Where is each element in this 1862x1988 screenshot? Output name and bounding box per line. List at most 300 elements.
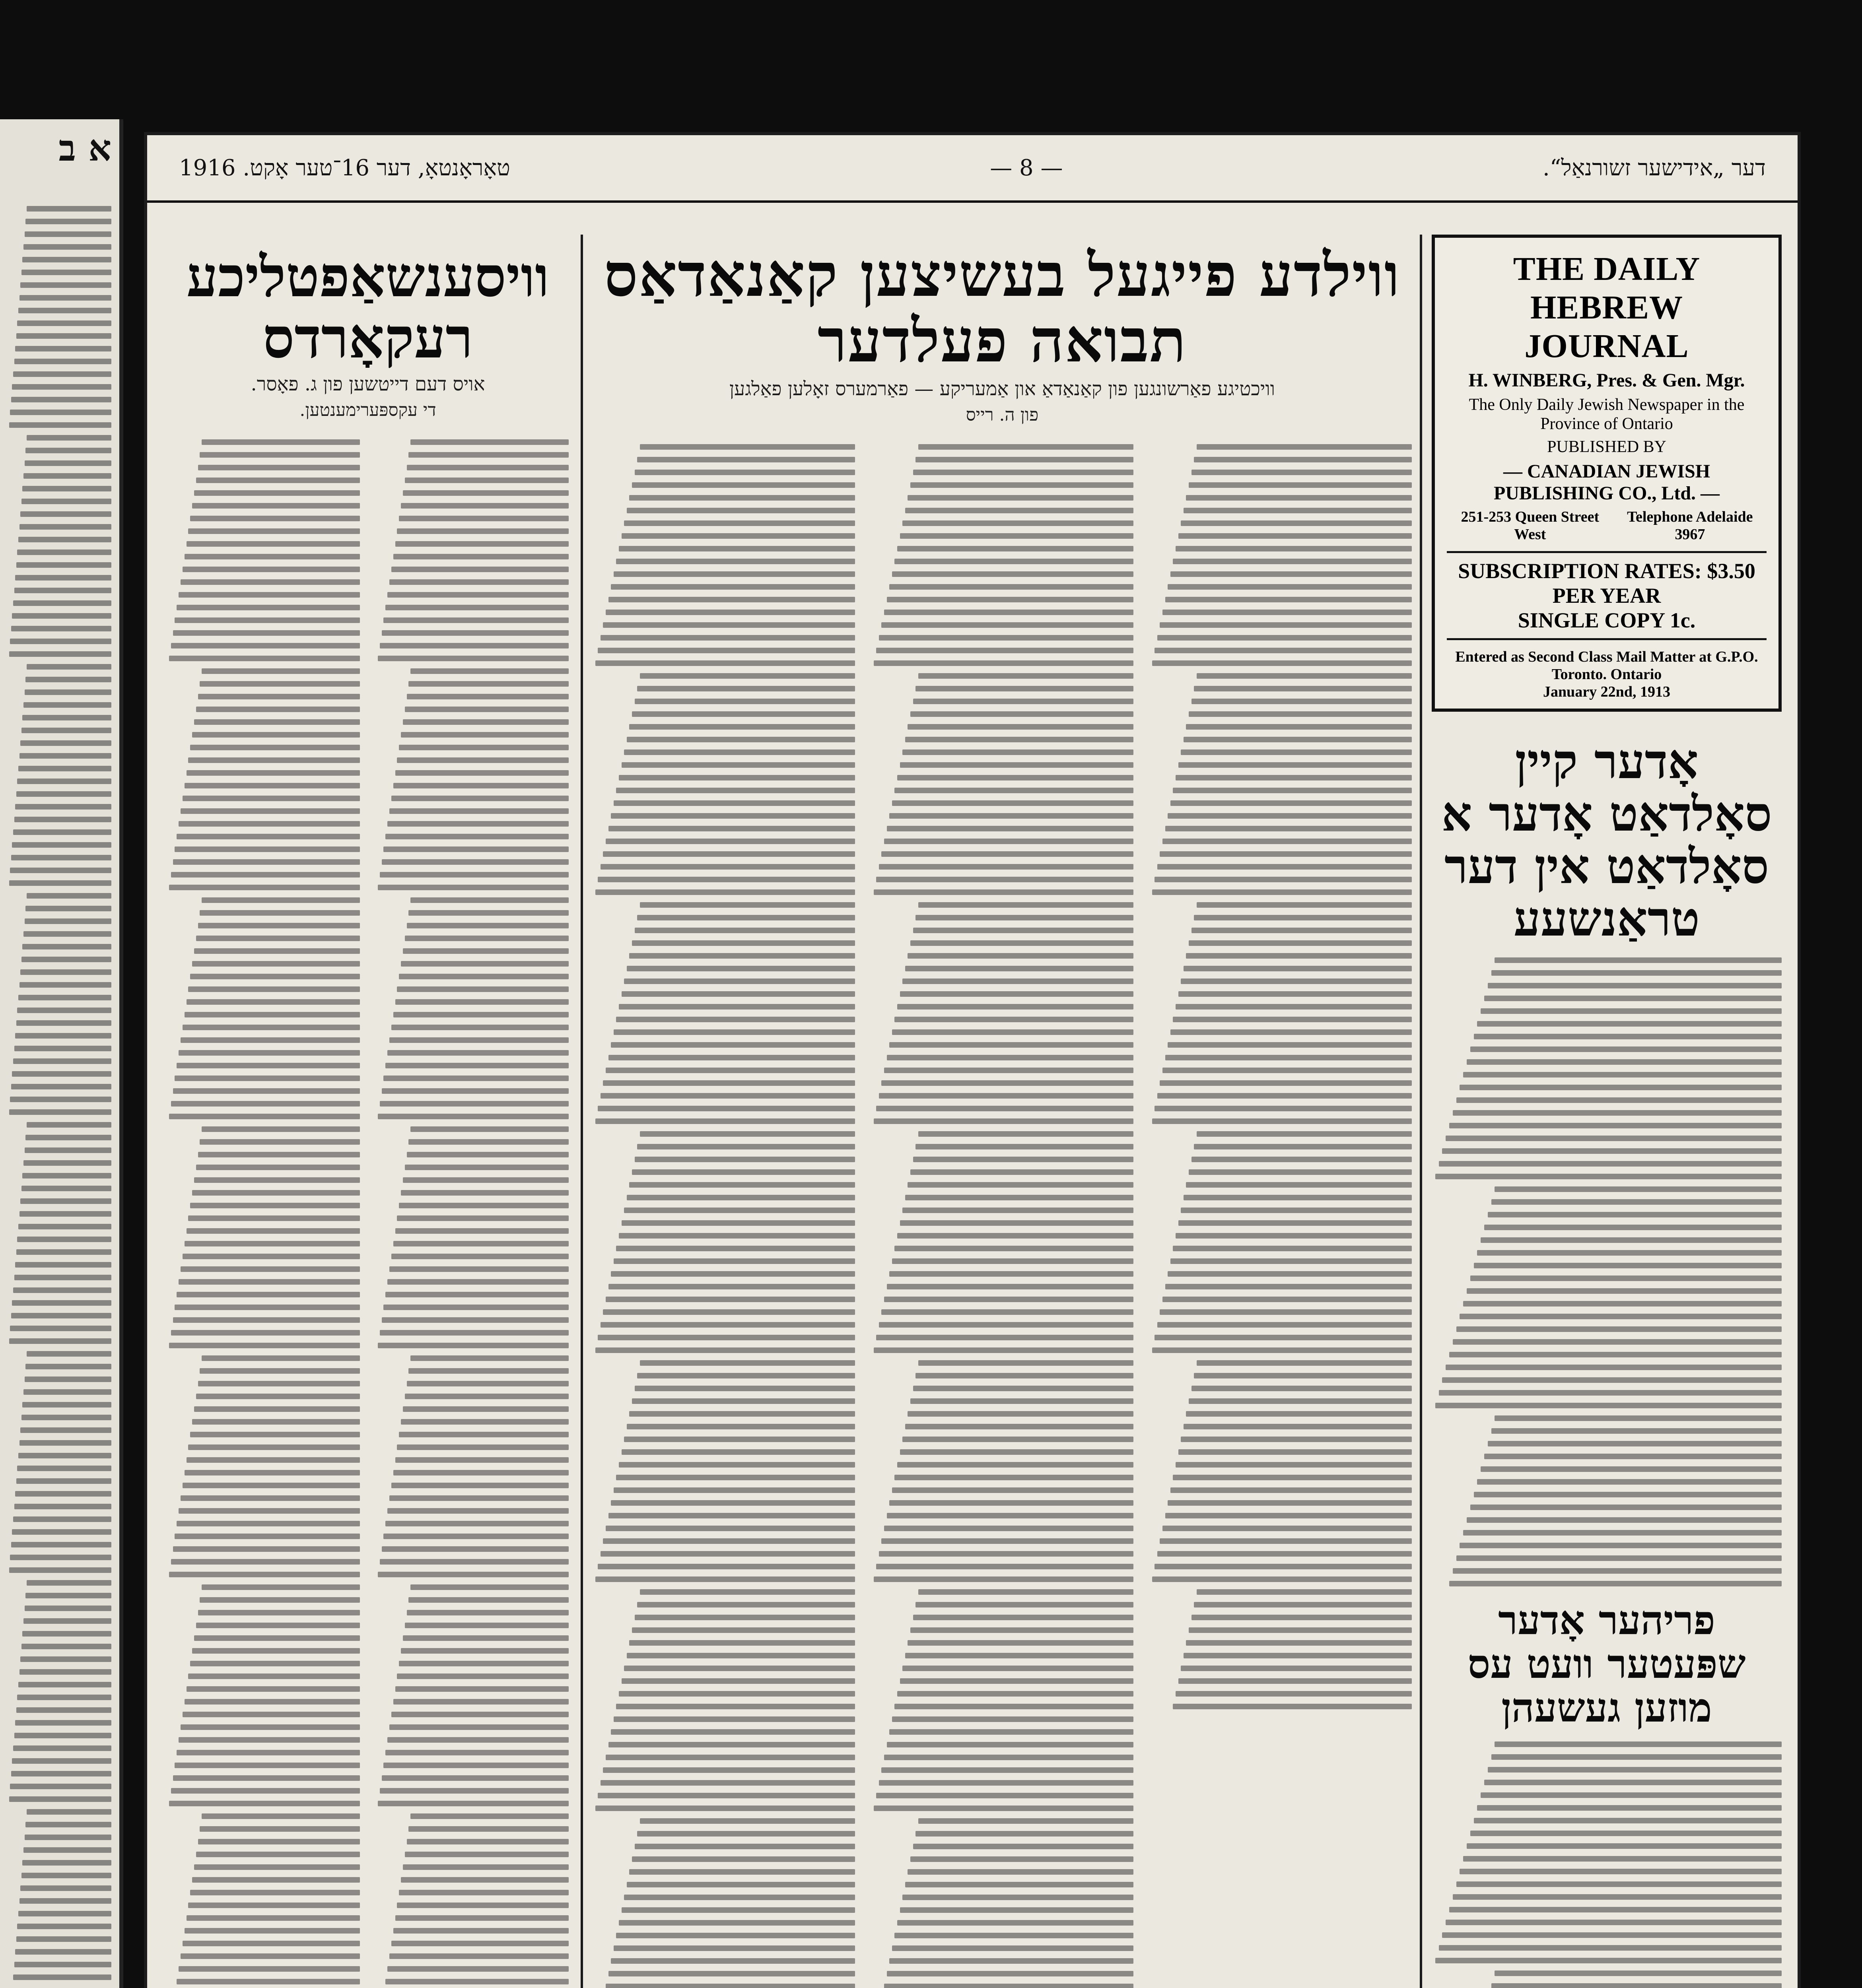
text-line — [1484, 996, 1782, 1001]
text-line — [598, 1564, 855, 1569]
text-line — [1152, 889, 1412, 895]
text-line — [401, 1419, 569, 1425]
text-line — [640, 1360, 855, 1366]
text-line — [171, 1330, 360, 1336]
text-line — [1453, 1568, 1782, 1574]
text-line — [624, 749, 855, 755]
text-line — [601, 635, 855, 641]
text-line — [874, 1806, 1133, 1811]
text-line — [25, 906, 111, 911]
text-line — [611, 1271, 855, 1277]
text-line — [395, 541, 569, 547]
section-heading: די עקספּערימענטען. — [299, 400, 436, 420]
text-column — [1149, 437, 1412, 1988]
text-line — [910, 1856, 1133, 1862]
text-line — [202, 1813, 360, 1819]
text-line — [407, 1610, 569, 1615]
text-line — [1152, 1576, 1412, 1582]
text-line — [177, 834, 360, 839]
text-line — [14, 359, 111, 364]
text-line — [16, 791, 111, 797]
text-line — [198, 923, 360, 928]
text-line — [1484, 1454, 1782, 1459]
text-line — [17, 779, 111, 784]
text-line — [23, 1618, 111, 1624]
text-line — [1446, 1136, 1782, 1141]
text-line — [25, 1835, 111, 1840]
text-line — [632, 482, 855, 488]
text-line — [18, 537, 111, 542]
text-line — [616, 1017, 855, 1022]
column-rule — [1420, 235, 1422, 1988]
text-line — [21, 957, 111, 962]
text-line — [380, 643, 569, 648]
text-line — [387, 1966, 569, 1972]
text-line — [385, 1750, 569, 1755]
text-line — [876, 1335, 1133, 1340]
text-line — [383, 1534, 569, 1539]
text-line — [902, 1666, 1133, 1671]
text-line — [622, 1220, 855, 1226]
text-line — [16, 1707, 111, 1713]
text-line — [1184, 508, 1412, 513]
text-line — [198, 1152, 360, 1157]
text-line — [900, 1220, 1133, 1226]
text-line — [1191, 1615, 1412, 1620]
text-line — [397, 1444, 569, 1450]
text-line — [913, 1157, 1133, 1162]
text-line — [1481, 1237, 1782, 1243]
text-line — [401, 732, 569, 738]
text-line — [11, 1313, 111, 1318]
text-line — [25, 1606, 111, 1611]
text-line — [397, 1673, 569, 1679]
text-line — [173, 859, 360, 865]
text-line — [1442, 1377, 1782, 1383]
text-line — [892, 1945, 1133, 1951]
text-line — [1160, 1538, 1412, 1544]
text-line — [393, 1470, 569, 1475]
text-line — [884, 1297, 1133, 1302]
text-line — [603, 1538, 855, 1544]
text-line — [10, 1784, 111, 1789]
text-line — [908, 1182, 1133, 1188]
text-line — [11, 626, 111, 631]
text-line — [22, 1173, 111, 1178]
text-line — [889, 1042, 1133, 1048]
text-line — [200, 1139, 360, 1145]
text-line — [1491, 1199, 1782, 1205]
text-line — [611, 584, 855, 590]
text-line — [884, 610, 1133, 615]
text-line — [27, 206, 111, 212]
text-line — [606, 1068, 855, 1073]
text-line — [606, 610, 855, 615]
text-line — [1460, 1543, 1782, 1548]
text-line — [16, 562, 111, 568]
text-line — [1439, 1945, 1782, 1951]
text-line — [194, 1406, 360, 1412]
article-byline: פון ה. רייס — [966, 405, 1039, 425]
text-line — [380, 1559, 569, 1565]
text-line — [894, 1017, 1133, 1022]
text-line — [1186, 1640, 1412, 1646]
text-line — [389, 1724, 569, 1730]
text-line — [25, 1135, 111, 1140]
text-line — [410, 1813, 569, 1819]
text-line — [595, 1347, 855, 1353]
text-line — [25, 1822, 111, 1827]
text-line — [1186, 724, 1412, 730]
text-line — [12, 1529, 111, 1535]
text-line — [187, 1457, 360, 1463]
text-line — [1446, 1920, 1782, 1925]
text-line — [879, 1780, 1133, 1786]
text-line — [1168, 813, 1412, 819]
text-line — [175, 1076, 360, 1081]
text-line — [910, 711, 1133, 717]
text-line — [1152, 1347, 1412, 1353]
masthead-telephone: Telephone Adelaide 3967 — [1627, 509, 1753, 543]
text-line — [198, 1381, 360, 1386]
text-line — [200, 1597, 360, 1603]
text-line — [20, 1427, 111, 1433]
text-line — [1481, 1792, 1782, 1798]
text-line — [902, 749, 1133, 755]
text-line — [11, 855, 111, 860]
text-line — [25, 231, 111, 237]
text-line — [1176, 1233, 1412, 1239]
text-line — [601, 1093, 855, 1099]
text-line — [905, 508, 1133, 513]
text-line — [382, 630, 569, 636]
text-line — [595, 660, 855, 666]
text-line — [196, 1852, 360, 1857]
text-line — [187, 1228, 360, 1234]
text-line — [910, 1398, 1133, 1404]
text-line — [12, 1071, 111, 1077]
text-line — [1470, 1831, 1782, 1836]
subscription-rates — [1447, 551, 1767, 640]
text-line — [876, 1564, 1133, 1569]
text-line — [19, 753, 111, 759]
text-line — [179, 821, 360, 827]
text-line — [1165, 1284, 1412, 1289]
text-line — [1170, 800, 1412, 806]
text-line — [624, 978, 855, 984]
text-line — [1189, 711, 1412, 717]
text-line — [608, 1742, 855, 1747]
text-line — [1176, 546, 1412, 551]
text-line — [1446, 1365, 1782, 1370]
text-line — [10, 1097, 111, 1102]
text-line — [13, 1287, 111, 1293]
text-line — [1197, 1589, 1412, 1595]
text-line — [611, 1042, 855, 1048]
text-line — [635, 928, 855, 933]
text-line — [622, 991, 855, 997]
text-line — [9, 1567, 111, 1573]
text-line — [905, 1882, 1133, 1887]
text-line — [1491, 1428, 1782, 1434]
text-line — [175, 1763, 360, 1768]
text-line — [1449, 1123, 1782, 1128]
running-head-right: דער „אידישער זשורנאַל“. — [1542, 155, 1766, 181]
text-line — [902, 1437, 1133, 1442]
text-line — [637, 1373, 855, 1378]
text-line — [1491, 1983, 1782, 1988]
text-line — [1165, 1513, 1412, 1518]
text-line — [393, 1241, 569, 1246]
text-line — [629, 1411, 855, 1417]
text-line — [401, 1190, 569, 1196]
text-line — [611, 813, 855, 819]
text-line — [629, 724, 855, 730]
text-line — [19, 295, 111, 301]
text-line — [403, 1635, 569, 1641]
text-line — [1474, 1818, 1782, 1823]
text-line — [902, 520, 1133, 526]
running-head — [147, 135, 1798, 203]
text-line — [181, 1037, 360, 1043]
text-line — [401, 503, 569, 509]
text-line — [897, 1233, 1133, 1239]
text-line — [632, 1169, 855, 1175]
text-line — [915, 1144, 1133, 1149]
text-line — [1165, 597, 1412, 602]
text-line — [908, 953, 1133, 959]
masthead — [1432, 235, 1782, 712]
text-line — [1176, 1004, 1412, 1010]
headline-soldier: אָדער קיין סאָלדאַט אָדער א סאָלדאַט אין דער טראַנשעע — [1441, 734, 1772, 947]
text-line — [405, 1852, 569, 1857]
text-line — [405, 936, 569, 941]
text-line — [908, 1411, 1133, 1417]
text-line — [637, 686, 855, 691]
text-line — [183, 1483, 360, 1488]
text-line — [874, 1118, 1133, 1124]
text-line — [194, 1864, 360, 1870]
text-line — [196, 936, 360, 941]
text-line — [608, 1284, 855, 1289]
text-line — [881, 1080, 1133, 1086]
text-line — [884, 1755, 1133, 1760]
text-line — [10, 1326, 111, 1331]
text-line — [177, 1521, 360, 1526]
text-line — [14, 1733, 111, 1738]
text-line — [403, 948, 569, 954]
text-line — [637, 457, 855, 462]
text-line — [25, 1376, 111, 1382]
text-line — [397, 986, 569, 992]
text-line — [401, 1877, 569, 1883]
text-line — [385, 1063, 569, 1068]
text-line — [879, 635, 1133, 641]
text-line — [608, 1971, 855, 1976]
text-line — [910, 1627, 1133, 1633]
text-line — [1488, 1212, 1782, 1217]
text-line — [1189, 940, 1412, 946]
text-line — [1449, 1352, 1782, 1357]
text-line — [382, 859, 569, 865]
text-line — [16, 1936, 111, 1942]
text-line — [177, 605, 360, 610]
text-line — [897, 1462, 1133, 1468]
text-line — [1170, 1029, 1412, 1035]
text-line — [391, 1712, 569, 1717]
text-line — [1194, 915, 1412, 920]
text-line — [1186, 495, 1412, 501]
single-copy-price: SINGLE COPY 1c. — [1518, 608, 1696, 632]
text-line — [171, 1788, 360, 1794]
text-line — [637, 1602, 855, 1607]
text-line — [1197, 1131, 1412, 1137]
text-line — [635, 470, 855, 475]
text-line — [598, 1335, 855, 1340]
text-line — [887, 1742, 1133, 1747]
text-line — [894, 788, 1133, 793]
text-line — [1495, 957, 1782, 963]
text-line — [11, 1084, 111, 1089]
text-line — [900, 1907, 1133, 1913]
text-line — [881, 851, 1133, 857]
text-line — [187, 1686, 360, 1692]
text-line — [1170, 571, 1412, 577]
text-line — [1184, 966, 1412, 971]
text-line — [187, 770, 360, 776]
text-line — [408, 452, 569, 458]
text-line — [378, 1572, 569, 1577]
text-line — [622, 1449, 855, 1455]
text-line — [173, 1546, 360, 1552]
text-line — [18, 766, 111, 771]
text-line — [13, 1058, 111, 1064]
text-line — [635, 699, 855, 704]
text-line — [1170, 1487, 1412, 1493]
text-line — [181, 1953, 360, 1959]
text-line — [202, 897, 360, 903]
text-line — [410, 1355, 569, 1361]
text-line — [16, 1478, 111, 1484]
text-line — [1197, 444, 1412, 450]
text-line — [1488, 1767, 1782, 1773]
text-line — [627, 737, 855, 742]
text-line — [20, 1885, 111, 1891]
text-line — [908, 1640, 1133, 1646]
text-line — [403, 1406, 569, 1412]
text-line — [27, 1122, 111, 1128]
text-line — [397, 1215, 569, 1221]
text-line — [20, 740, 111, 746]
text-line — [601, 1551, 855, 1557]
text-line — [21, 1644, 111, 1649]
text-line — [23, 1389, 111, 1395]
text-line — [918, 1589, 1133, 1595]
text-line — [1181, 978, 1412, 984]
text-line — [616, 1933, 855, 1938]
text-line — [378, 656, 569, 661]
text-line — [635, 1386, 855, 1391]
text-line — [635, 1157, 855, 1162]
text-line — [169, 1572, 360, 1577]
text-line — [608, 1055, 855, 1060]
article-subhead: וויכטיגע פאַרשונגען פון קאַנאַדאַ און אַמעריקע — פאַרמערס זאָלען פאַלגען — [729, 378, 1275, 400]
editorial-body — [1432, 957, 1782, 1586]
text-line — [385, 1292, 569, 1297]
text-line — [22, 1402, 111, 1408]
text-line — [902, 1895, 1133, 1900]
text-line — [616, 559, 855, 564]
text-line — [1162, 839, 1412, 844]
text-line — [20, 282, 111, 288]
article-body — [167, 432, 569, 1988]
text-line — [171, 1101, 360, 1107]
text-column — [871, 437, 1133, 1988]
text-line — [378, 1343, 569, 1348]
editorial-body — [1432, 1741, 1782, 1988]
text-line — [879, 864, 1133, 870]
text-line — [1460, 1869, 1782, 1874]
text-line — [380, 1330, 569, 1336]
text-line — [23, 1847, 111, 1853]
text-line — [624, 1666, 855, 1671]
text-line — [399, 1203, 569, 1208]
text-line — [632, 1856, 855, 1862]
text-line — [1470, 1276, 1782, 1281]
text-line — [1184, 737, 1412, 742]
text-line — [408, 1826, 569, 1832]
text-line — [624, 520, 855, 526]
text-line — [10, 639, 111, 644]
text-line — [407, 694, 569, 699]
text-line — [595, 1118, 855, 1124]
text-line — [879, 1093, 1133, 1099]
text-line — [382, 1546, 569, 1552]
text-line — [640, 673, 855, 679]
text-line — [629, 1640, 855, 1646]
text-line — [1463, 1856, 1782, 1862]
text-line — [393, 1012, 569, 1017]
text-line — [627, 508, 855, 513]
text-line — [21, 1873, 111, 1878]
text-line — [908, 495, 1133, 501]
text-line — [190, 974, 360, 979]
text-line — [1467, 1059, 1782, 1065]
text-line — [183, 1712, 360, 1717]
text-line — [606, 1526, 855, 1531]
text-line — [389, 1495, 569, 1501]
text-line — [1194, 1602, 1412, 1607]
text-line — [632, 1398, 855, 1404]
text-line — [14, 588, 111, 593]
text-line — [397, 528, 569, 534]
text-line — [897, 775, 1133, 780]
text-line — [188, 1673, 360, 1679]
text-line — [405, 707, 569, 712]
text-line — [1189, 1169, 1412, 1175]
text-line — [603, 1767, 855, 1773]
text-line — [25, 460, 111, 466]
text-line — [884, 1068, 1133, 1073]
running-head-date: טאָראָנטאָ, דער 16־טער אָקט. 1916 — [179, 155, 510, 181]
text-line — [25, 1593, 111, 1598]
text-line — [640, 902, 855, 908]
text-line — [874, 889, 1133, 895]
text-line — [192, 1190, 360, 1196]
text-line — [601, 864, 855, 870]
text-line — [185, 1928, 360, 1934]
text-line — [614, 800, 855, 806]
